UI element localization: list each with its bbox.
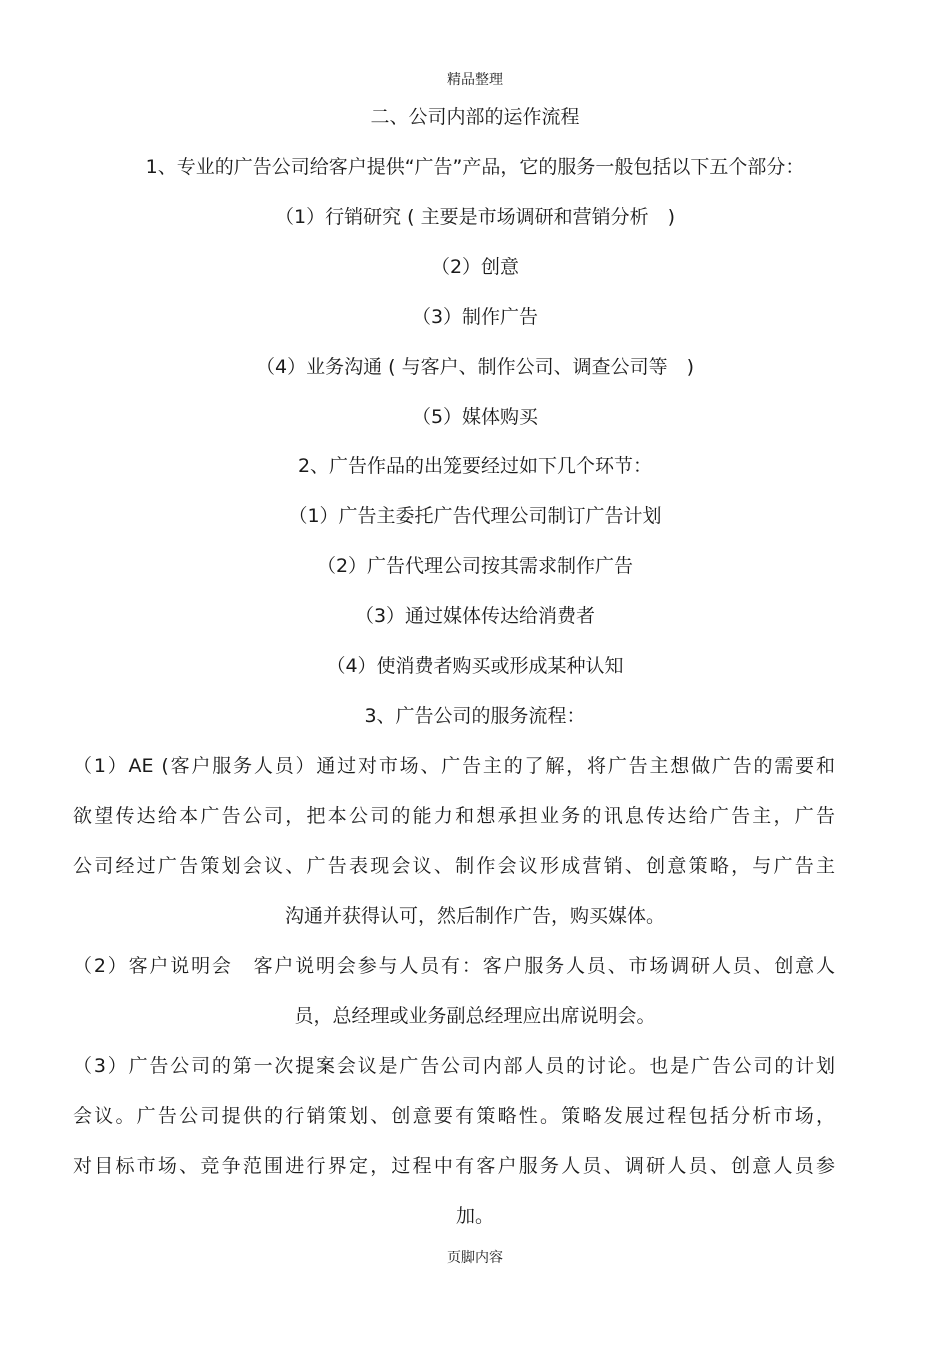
list-item: （4）使消费者购买或形成某种认知 — [326, 655, 624, 677]
list-item: （3）通过媒体传达给消费者 — [354, 605, 596, 627]
paragraph-3a-line: 沟通并获得认可，然后制作广告，购买媒体。 — [284, 905, 665, 927]
paragraph-3b-line: （2）客户说明会 客户说明会参与人员有：客户服务人员、市场调研人员、创意人 — [73, 955, 835, 977]
paragraph-3b-line: 员，总经理或业务副总经理应出席说明会。 — [294, 1005, 656, 1027]
paragraph-3-heading: 3、广告公司的服务流程： — [364, 705, 586, 727]
paragraph-2-heading: 2、广告作品的出笼要经过如下几个环节： — [297, 455, 653, 477]
paragraph-3c-line: （3）广告公司的第一次提案会议是广告公司内部人员的讨论。也是广告公司的计划 — [73, 1055, 835, 1077]
paragraph-3a-line: 欲望传达给本广告公司，把本公司的能力和想承担业务的讯息传达给广告主，广告 — [73, 805, 835, 827]
list-item: （5）媒体购买 — [411, 406, 539, 428]
list-item: （1）行销研究 ( 主要是市场调研和营销分析 ) — [275, 206, 675, 228]
paragraph-3a-line: （1）AE (客户服务人员）通过对市场、广告主的了解，将广告主想做广告的需要和 — [73, 755, 835, 777]
paragraph-3c-line: 加。 — [455, 1205, 494, 1227]
list-item: （2）创意 — [430, 256, 520, 278]
paragraph-1-heading: 1、专业的广告公司给客户提供“广告”产品，它的服务一般包括以下五个部分： — [145, 156, 805, 178]
list-item: （3）制作广告 — [411, 306, 539, 328]
paragraph-3c-line: 对目标市场、竞争范围进行界定，过程中有客户服务人员、调研人员、创意人员参 — [73, 1155, 835, 1177]
paragraph-3c-line: 会议。广告公司提供的行销策划、创意要有策略性。策略发展过程包括分析市场， — [73, 1105, 835, 1127]
list-item: （4）业务沟通 ( 与客户、制作公司、调查公司等 ) — [256, 356, 694, 378]
page-footer: 页脚内容 — [447, 1250, 503, 1266]
paragraph-3a-line: 公司经过广告策划会议、广告表现会议、制作会议形成营销、创意策略，与广告主 — [73, 855, 835, 877]
section-title: 二、公司内部的运作流程 — [370, 106, 580, 128]
page-header: 精品整理 — [447, 72, 503, 88]
list-item: （2）广告代理公司按其需求制作广告 — [316, 555, 634, 577]
list-item: （1）广告主委托广告代理公司制订广告计划 — [288, 505, 662, 527]
